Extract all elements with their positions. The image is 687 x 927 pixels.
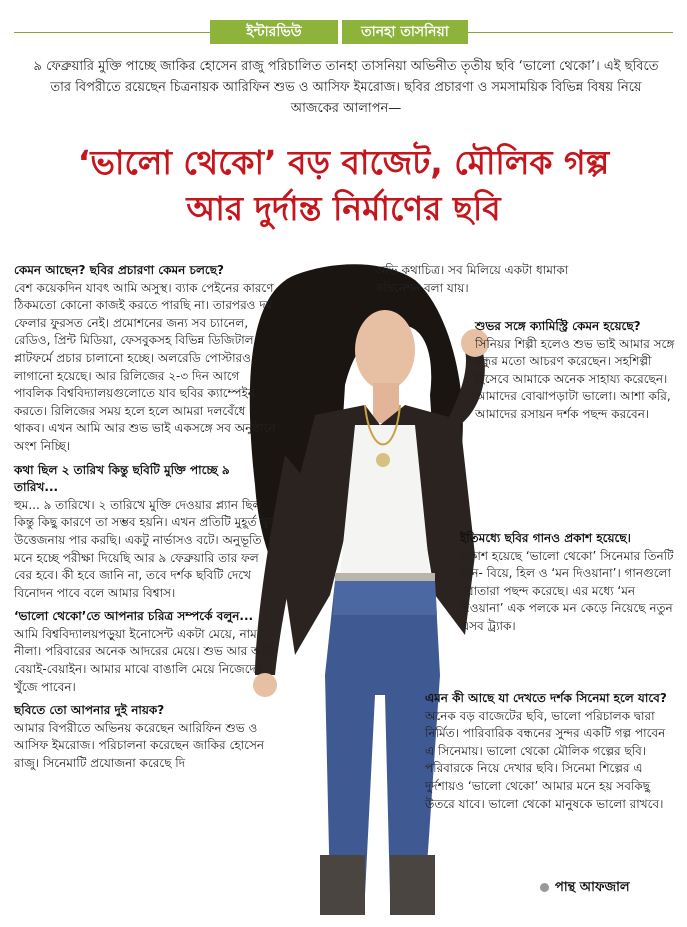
headline: [10, 140, 677, 232]
byline-bullet-icon: [540, 883, 549, 892]
qa-block-2: [14, 462, 276, 603]
answer-4: আমার বিপরীতে অভিনয় করেছেন আরিফিন শুভ ও আসিফ ইমরোজ। পরিচালনা করেছেন জাকির হোসেন রাজু। সিনেমাটি প্রযোজনা করেছে দি: [14, 720, 265, 771]
answer-6: প্রকাশ হয়েছে ‘ভালো থেকো’ সিনেমার তিনটি গান- বিয়ে, হিল ও ‘মন দিওয়ানা’। গানগুলো শ্রোতারা পছন্দ করেছে। এর মধ্যে ‘মন দিওয়ানা’ এক পলকে মন কেড়ে নিয়েছে নতুন এসব ট্র্যাক।: [460, 548, 674, 633]
headline-line-1: ‘ভালো থেকো’ বড় বাজেট, মৌলিক গল্প: [77, 143, 610, 182]
left-column: [14, 262, 276, 779]
answer-5: সিনিয়র শিল্পী হলেও শুভ ভাই আমার সঙ্গে বন্ধুর মতো আচরণ করেছেন। সহশিল্পী হিসেবে আমাকে অনেক সাহায্য করেছেন। আমাদের বোঝাপড়াটা ভালো। আশা করি, আমাদের রসায়ন দর্শক পছন্দ করবেন।: [475, 336, 675, 421]
right-top-continuation: অভি কথাচিত্র। সব মিলিয়ে একটা ধামাকা কম্বিনেশন বলা যায়।: [375, 263, 569, 295]
qa-block-4: [14, 702, 276, 772]
question-1: কেমন আছেন? ছবির প্রচারণা কেমন চলছে?: [14, 263, 224, 277]
question-3: ‘ভালো থেকো’তে আপনার চরিত্র সম্পর্কে বলুন...: [14, 609, 254, 624]
byline: [540, 878, 630, 899]
section-tag: ইন্টারভিউ: [210, 20, 338, 44]
answer-7: অনেক বড় বাজেটের ছবি, ভালো পরিচালক দ্বারা নির্মিত। পারিবারিক বন্ধনের সুন্দর একটি গল্প পাবেন এ সিনেমায়। ভালো থেকো মৌলিক গল্পের ছবি। পরিবারকে নিয়ে দেখার ছবি। সিনেমা শিল্পের এ দুর্দশায়ও ‘ভালো থেকো’ আমার মনে হয় সবকিছু উতরে যাবে। ভালো থেকো মানুষকে ভালো রাখবে।: [425, 708, 666, 811]
right-column-2: [460, 530, 675, 636]
right-column-1: [475, 318, 675, 424]
headline-line-2: আর দুর্দান্ত নির্মাণের ছবি: [186, 189, 501, 228]
qa-block-3: [14, 608, 276, 696]
answer-1: বেশ কয়েকদিন যাবৎ আমি অসুস্থ। ব্যাক পেইনের কারণে ঠিকমতো কোনো কাজই করতে পারছি না। তারপরও দম ফেলার ফুরসত নেই। প্রমোশনের জন্য সব চ্যানেল, রেডিও, প্রিন্ট মিডিয়া, ফেসবুকসহ বিভিন্ন ডিজিটাল প্লাটফর্মে প্রচার চালানো হচ্ছে। অলরেডি পোস্টারও লাগানো হয়েছে। আর রিলিজের ২-৩ দিন আগে পাবলিক বিশ্ববিদ্যালয়গুলোতে যাব ছবির ক্যাম্পেইন করতে। রিলিজের সময় হলে হলে আমরা দলবেঁধে থাকব। এখন আমি আর শুভ ভাই একসঙ্গে সব অনুষ্ঠানে অংশ নিচ্ছি।: [14, 280, 276, 453]
header-rule-left: [14, 32, 210, 33]
question-4: ছবিতে তো আপনার দুই নায়ক?: [14, 703, 165, 718]
intro-paragraph: ৯ ফেব্রুয়ারি মুক্তি পাচ্ছে জাকির হোসেন রাজু পরিচালিত তানহা তাসনিয়া অভিনীত তৃতীয় ছবি ‘ভালো থেকো’। এই ছবিতে তার বিপরীতে রয়েছেন চিত্রনায়ক আরিফিন শুভ ও আসিফ ইমরোজ। ছবির প্রচারণা ও সমসাময়িক বিভিন্ন বিষয় নিয়ে আজকের আলাপন—: [33, 59, 659, 116]
answer-2: হুম... ৯ তারিখে। ২ তারিখে মুক্তি দেওয়ার প্ল্যান ছিল কিন্তু কিছু কারণে তা সম্ভব হয়নি। এখন প্রতিটি মুহূর্ত খুব উত্তেজনায় পার করছি। একটু নার্ভাসও বটে। অনুভূতি মনে হচ্ছে পরীক্ষা দিয়েছি আর ৯ ফেব্রুয়ারি তার ফল বের হবে। কী হবে জানি না, তবে দর্শক ছবিটি দেখে বিনোদন পাবে বলে আমার বিশ্বাস।: [14, 497, 275, 600]
header-rule-right: [468, 32, 673, 33]
question-5: শুভর সঙ্গে ক্যামিস্ট্রি কেমন হয়েছে?: [475, 319, 641, 333]
answer-3: আমি বিশ্ববিদ্যালয়পড়ুয়া ইনোসেন্ট একটা মেয়ে, নাম নীলা। পরিবারের অনেক আদরের মেয়ে। শুভ আর আমি বেয়াই-বেয়াইন। আমার মাঝে বাঙালি মেয়ে নিজেদের খুঁজে পাবেন।: [14, 626, 276, 694]
author-tag: তানহা তাসনিয়া: [342, 20, 468, 44]
byline-name: পান্থ আফজাল: [555, 880, 630, 895]
question-2: কথা ছিল ২ তারিখ কিন্তু ছবিটি মুক্তি পাচ্ছে ৯ তারিখ...: [14, 462, 230, 495]
right-column-3: [425, 690, 675, 813]
question-7: এমন কী আছে যা দেখতে দর্শক সিনেমা হলে যাবে?: [425, 691, 667, 705]
question-6: ইতিমধ্যে ছবির গানও প্রকাশ হয়েছে।: [460, 531, 631, 545]
qa-block-1: [14, 262, 276, 456]
